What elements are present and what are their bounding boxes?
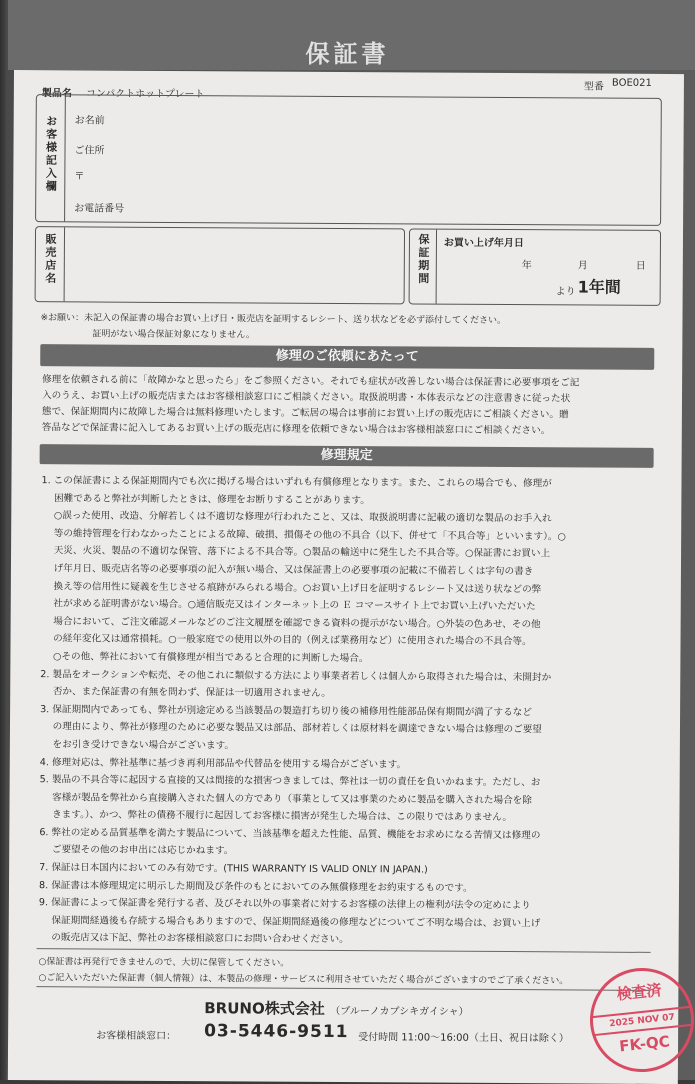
document-title: 保証書 xyxy=(305,40,390,68)
company-name: BRUNO株式会社 xyxy=(204,999,325,1018)
from-label: より xyxy=(555,286,576,298)
note-line-2: 証明がない場合保証対象になりません。 xyxy=(92,329,255,341)
repair-request-heading: 修理のご依頼にあたって xyxy=(40,344,654,370)
model-label: 型番 xyxy=(583,81,604,93)
customer-section-label: お客様記入欄 xyxy=(44,115,58,194)
repair-rule-line: 否か、また保証書の有無を問わず、保証は一切適用されません。 xyxy=(40,686,331,700)
repair-rule-line: をお引き受けできない場合がございます。 xyxy=(39,739,235,752)
product-name: コンパクトホットプレート xyxy=(85,88,205,101)
day-label: 日 xyxy=(635,260,646,272)
repair-rule-line: 7. 保証は日本国内においてのみ有効です。(THIS WARRANTY IS VALID ONLY IN JAPAN.) xyxy=(39,862,428,876)
repair-rule-line: げ年月日、販売店名等の必要事項の記入が無い場合、又は保証書上の必要事項の記載に不備若しくは字句の書き xyxy=(40,563,534,578)
repair-rule-line: 場合において、ご注文確認メールなどのご注文履歴を確認できる資料の提示がない場合。○外装の色あせ、その他 xyxy=(40,615,541,630)
repair-request-line: 答品などで保証書に記入してあるお買い上げの販売店に修理を依頼できない場合はお客様相談窓口にご相談ください。 xyxy=(41,422,551,437)
purchase-date-label: お買い上げ年月日 xyxy=(443,237,524,250)
customer-phone-label: お電話番号 xyxy=(74,203,125,215)
postal-mark: 〒 xyxy=(74,171,85,183)
repair-rule-line: 社が求める証明書がない場合。○通信販売又はインターネット上の Ｅ コマースサイト上でお買い上げいただいた xyxy=(40,598,536,613)
page-fold-shadow xyxy=(0,0,6,1080)
repair-rule-line: ○誤った使用、改造、分解若しくは不適切な修理が行われたこと、又は、取扱説明書に記載の適切な製品のお手入れ xyxy=(41,510,552,525)
repair-rule-line: 換え等の信用性に疑義を生じさせる痕跡がみられる場合。○お買い上げ日を証明するレシート又は送り状などの弊 xyxy=(40,580,542,595)
warranty-duration: 1年間 xyxy=(577,277,621,297)
repair-rule-line: 保証期間経過後も存続する場合もありますので、保証期間経過後の修理などについてご不明な場合は、お買い上げ xyxy=(38,915,541,930)
repair-request-line: 態で、保証期間内に故障した場合は無料修理いたします。ご転居の場合は事前にお買い上げの販売店にご相談ください。贈 xyxy=(41,406,569,421)
store-section-label: 販売店名 xyxy=(43,233,58,286)
repair-rule-line: 8. 保証書は本修理規定に明示した期間及び条件のもとにおいてのみ無償修理をお約束するものです。 xyxy=(38,879,473,894)
repair-request-line: 修理を依頼される前に「故障かなと思ったら」をご参照ください。それでも症状が改善しない場合は保証書に必要事項をご記 xyxy=(42,374,580,389)
repair-rule-line: ご要望その他のお申出には応じかねます。 xyxy=(39,844,234,857)
customer-address-label: ご住所 xyxy=(74,145,105,157)
repair-rules-heading: 修理規定 xyxy=(40,444,654,468)
company-kana: （ブルーノカブシキガイシャ） xyxy=(330,1005,469,1018)
contact-phone: 03-5446-9511 xyxy=(204,1021,349,1043)
repair-rule-line: きます。）、かつ、弊社の債務不履行に起因してお客様に損害が発生した場合は、この限りではありません。 xyxy=(39,809,513,824)
repair-rule-line: ○その他、弊社において有償修理が相当であると合理的に判断した場合。 xyxy=(40,651,369,665)
repair-rule-line: の販売店又は下記、弊社のお客様相談窓口にお問い合わせください。 xyxy=(38,932,349,946)
note-line-1: ※お願い：未記入の保証書の場合お買い上げ日・販売店を証明するレシート、送り状などを必ず添付してください。 xyxy=(40,313,507,327)
repair-rule-line: の経年変化又は通常損耗。○一般家庭での使用以外の目的（例えば業務用など）に使用された場合の不具合等。 xyxy=(40,633,532,648)
warranty-period-label: 保証期間 xyxy=(416,233,431,286)
divider xyxy=(36,986,650,991)
footer-note-2: ○ご記入いただいた保証書（個人情報）は、本製品の修理・サービスに利用させていただく場合がございますのでご了承ください。 xyxy=(38,973,569,987)
repair-rule-line: 2. 製品をオークションや転売、その他これに類似する方法により事業者若しくは個人から取得された場合は、未開封か xyxy=(40,668,552,683)
repair-rule-line: 客様が製品を弊社から直接購入された個人の方であり（事業として又は事業のために製品を購入された場合を除 xyxy=(39,791,532,806)
repair-rule-line: 5. 製品の不具合等に起因する直接的又は間接的な損害つきましては、弊社は一切の責任を負いかねます。ただし、お xyxy=(39,774,541,789)
stamp-text: 検査済 xyxy=(615,980,663,1004)
warranty-card xyxy=(8,70,684,1084)
customer-info-box xyxy=(35,94,662,226)
repair-rule-line: 天災、火災、製品の不適切な保管、落下による不具合等。○製品の輸送中に発生した不具合等。○保証書にお買い上 xyxy=(41,545,551,560)
repair-rule-line: 等の維持管理を行わなかったことによる故障、破損、損傷その他の不具合（以下、併せて「不具合等」といいます）。○ xyxy=(41,527,566,543)
repair-rule-line: 1. この保証書による保証期間内でも次に掲げる場合はいずれも有償修理となります。また、これらの場合でも、修理が xyxy=(41,475,552,490)
repair-rule-line: 3. 保証期間内であっても、弊社が別途定める当該製品の製造打ち切り後の補修用性能部品保有期間が満了するなど xyxy=(40,703,532,718)
warranty-period-box xyxy=(409,228,661,306)
repair-rule-line: 4. 修理対応は、弊社基準に基づき再利用部品や代替品を使用する場合がございます。 xyxy=(39,756,407,770)
repair-rule-line: の理由により、弊社が修理のために必要な製品又は部品、部材若しくは原材料を調達できない場合は修理のご要望 xyxy=(39,721,542,736)
stamp-date: 2025 NOV 07 xyxy=(592,1006,692,1036)
repair-rule-line: 9. 保証書によって保証書を発行する者、及びそれ以外の事業者に対するお客様の法律上の権利が法令の定めにより xyxy=(38,897,531,912)
product-name-label: 製品名 xyxy=(41,88,72,100)
contact-label: お客様相談窓口： xyxy=(96,1030,177,1043)
repair-request-line: 入のうえ、お買い上げの販売店またはお客様相談窓口にご相談ください。取扱説明書・本体表示などの注意書きに従った状 xyxy=(41,390,571,405)
store-box xyxy=(35,226,405,304)
year-label: 年 xyxy=(521,260,532,272)
repair-rule-line: 困難であると弊社が判断したときは、修理をお断りすることがあります。 xyxy=(41,492,370,506)
stamp-code: FK-QC xyxy=(618,1032,671,1056)
customer-name-label: お名前 xyxy=(74,115,105,127)
contact-hours: 受付時間 11:00～16:00（土日、祝日は除く） xyxy=(358,1032,569,1045)
footer-note-1: ○保証書は再発行できませんので、大切に保管してください。 xyxy=(38,957,290,969)
repair-rules-text xyxy=(39,472,567,950)
repair-rule-line: 6. 弊社の定める品質基準を満たす製品について、当該基準を超えた性能、品質、機能をお求めになる苦情又は修理の xyxy=(39,827,541,842)
repair-request-text xyxy=(42,372,580,439)
model-number: BOE021 xyxy=(611,77,652,89)
month-label: 月 xyxy=(577,260,588,272)
